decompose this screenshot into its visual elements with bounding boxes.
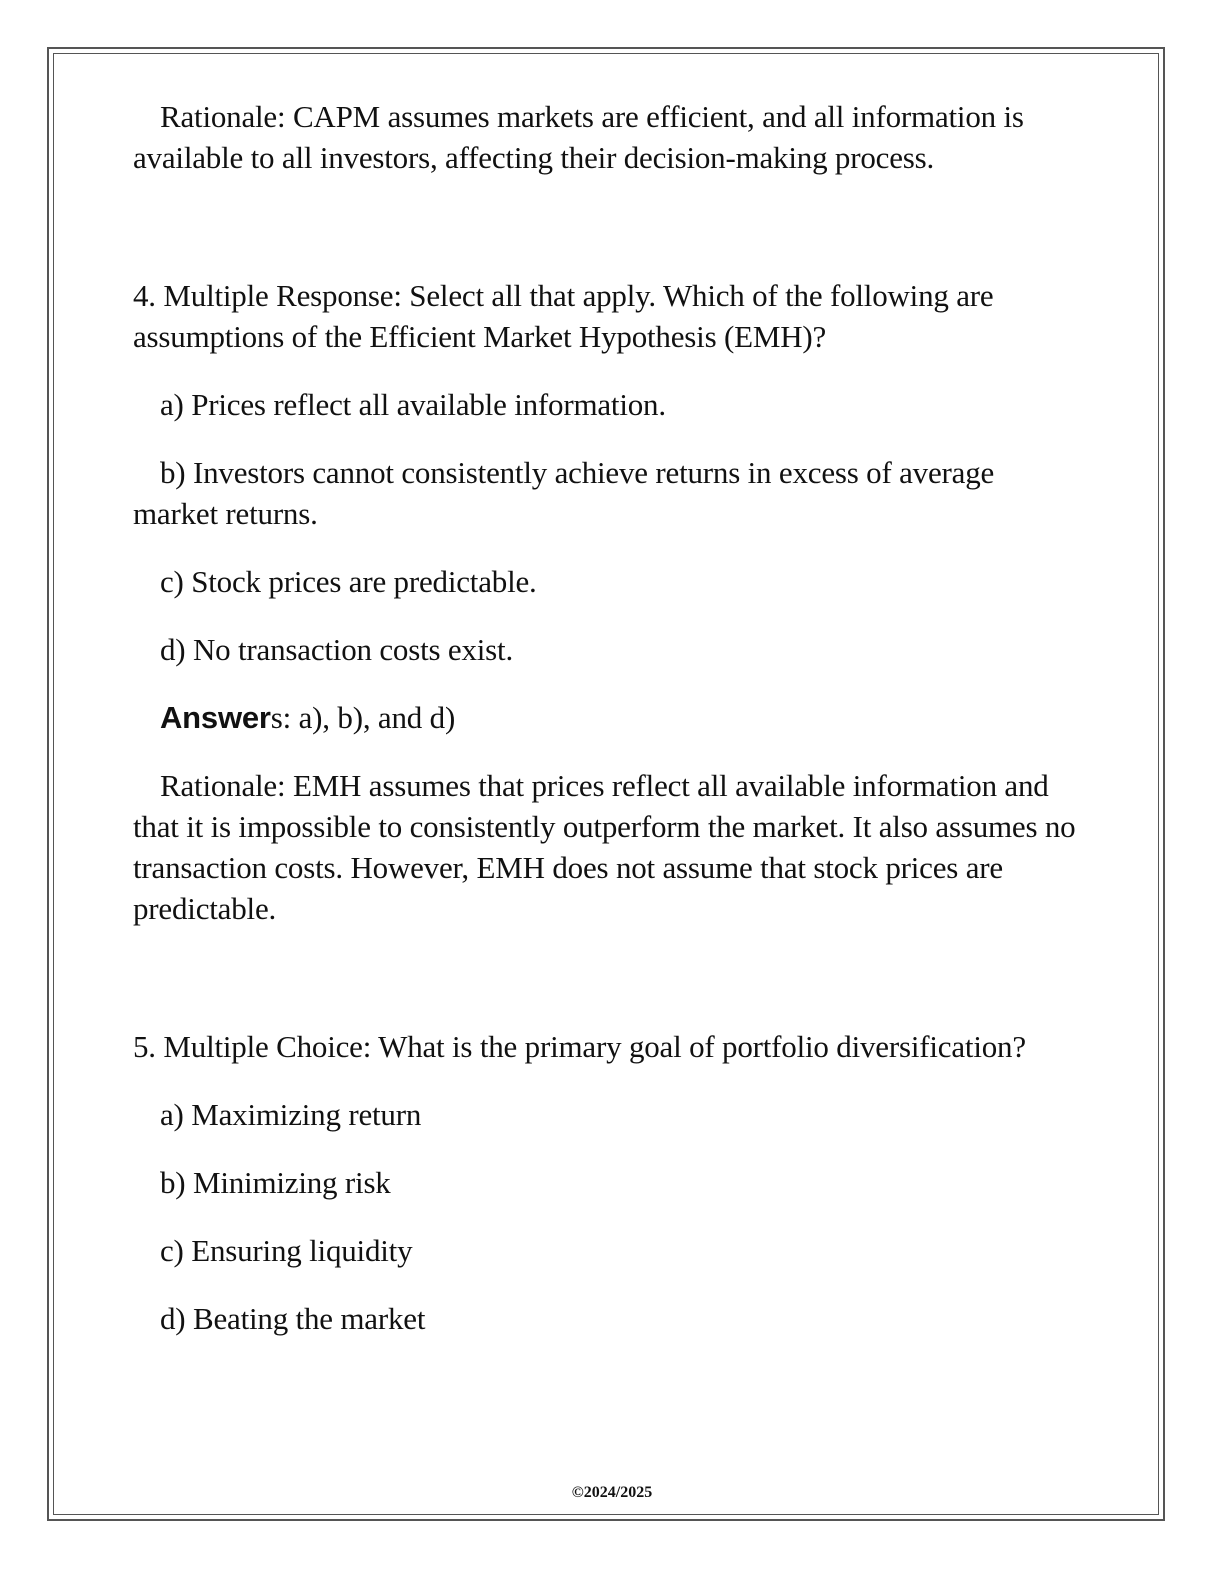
q4-option-b: b) Investors cannot consistently achieve returns in excess of average market returns. — [133, 455, 995, 531]
q4-question: 4. Multiple Response: Select all that apply. Which of the following are assumptions of the Efficient Market Hypothesis (EMH)? — [133, 278, 994, 354]
q5-question: 5. Multiple Choice: What is the primary goal of portfolio diversification? — [133, 1029, 1026, 1064]
q5-option-c: c) Ensuring liquidity — [160, 1233, 413, 1268]
q5-option-a: a) Maximizing return — [160, 1097, 422, 1132]
q4-rationale: Rationale: EMH assumes that prices reflect all available information and that it is impossible to consistently outperform the market. It also assumes no transaction costs. However, EMH does not assume that stock prices are predictable. — [133, 768, 1076, 926]
q4-option-a: a) Prices reflect all available information. — [160, 387, 666, 422]
page-footer-copyright: ©2024/2025 — [571, 1484, 653, 1501]
q4-answer-value: s: a), b), and d) — [270, 700, 456, 735]
q4-answer — [133, 697, 1083, 738]
q4-answer-label: Answer — [160, 700, 271, 735]
prev-rationale: Rationale: CAPM assumes markets are efficient, and all information is available to all investors, affecting their decision-making process. — [133, 99, 1024, 175]
q4-option-d: d) No transaction costs exist. — [160, 632, 514, 667]
q5-option-b: b) Minimizing risk — [160, 1165, 391, 1200]
document-body — [133, 96, 1083, 1339]
q4-option-c: c) Stock prices are predictable. — [160, 564, 537, 599]
q5-option-d: d) Beating the market — [160, 1301, 426, 1336]
